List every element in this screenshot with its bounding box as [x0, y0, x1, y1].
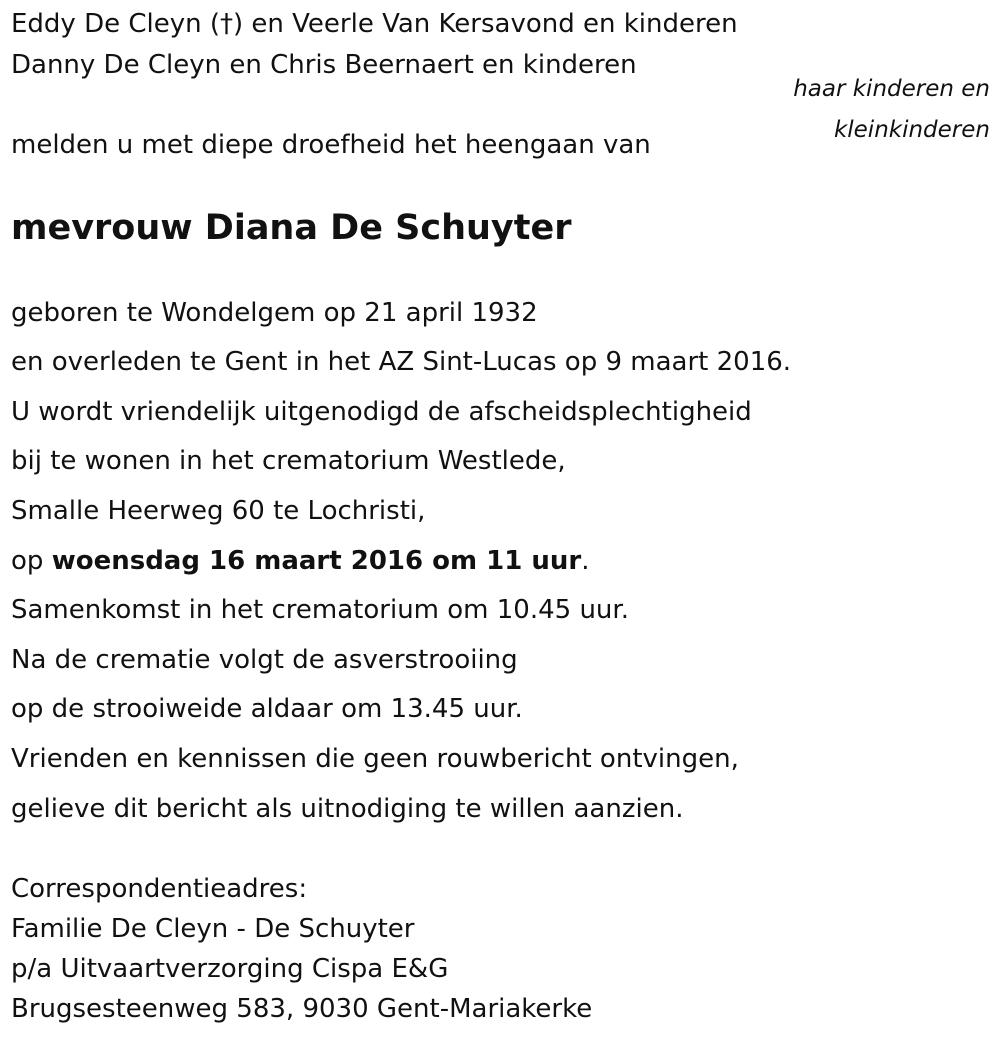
death-info: en overleden te Gent in het AZ Sint-Lucas op 9 maart 2016. [11, 347, 792, 377]
ceremony-date: woensdag 16 maart 2016 om 11 uur [51, 546, 582, 576]
family-line-1: Eddy De Cleyn (†) en Veerle Van Kersavond en kinderen [11, 9, 738, 39]
announcement-text: melden u met diepe droefheid het heengaan van [11, 130, 651, 160]
invitation-line-2: bij te wonen in het crematorium Westlede, [11, 446, 566, 476]
invitation-line-1: U wordt vriendelijk uitgenodigd de afscheidsplechtigheid [11, 397, 752, 427]
ceremony-address: Smalle Heerweg 60 te Lochristi, [11, 496, 426, 526]
ceremony-date-line [11, 546, 590, 576]
side-note-1: haar kinderen en [793, 76, 990, 102]
family-line-2: Danny De Cleyn en Chris Beernaert en kinderen [11, 50, 637, 80]
gathering-time: Samenkomst in het crematorium om 10.45 uur. [11, 595, 629, 625]
deceased-name: mevrouw Diana De Schuyter [11, 208, 572, 248]
friends-line-1: Vrienden en kennissen die geen rouwbericht ontvingen, [11, 744, 739, 774]
side-note-2: kleinkinderen [833, 117, 990, 143]
correspondence-family: Familie De Cleyn - De Schuyter [11, 914, 415, 944]
correspondence-label: Correspondentieadres: [11, 874, 308, 904]
correspondence-street: Brugsesteenweg 583, 9030 Gent-Mariakerke [11, 994, 593, 1024]
scattering-line-2: op de strooiweide aldaar om 13.45 uur. [11, 694, 523, 724]
friends-line-2: gelieve dit bericht als uitnodiging te willen aanzien. [11, 794, 684, 824]
ceremony-date-prefix: op [11, 546, 52, 576]
ceremony-date-suffix: . [581, 546, 590, 576]
scattering-line-1: Na de crematie volgt de asverstrooiing [11, 645, 518, 675]
correspondence-care-of: p/a Uitvaartverzorging Cispa E&G [11, 954, 449, 984]
birth-info: geboren te Wondelgem op 21 april 1932 [11, 298, 538, 328]
